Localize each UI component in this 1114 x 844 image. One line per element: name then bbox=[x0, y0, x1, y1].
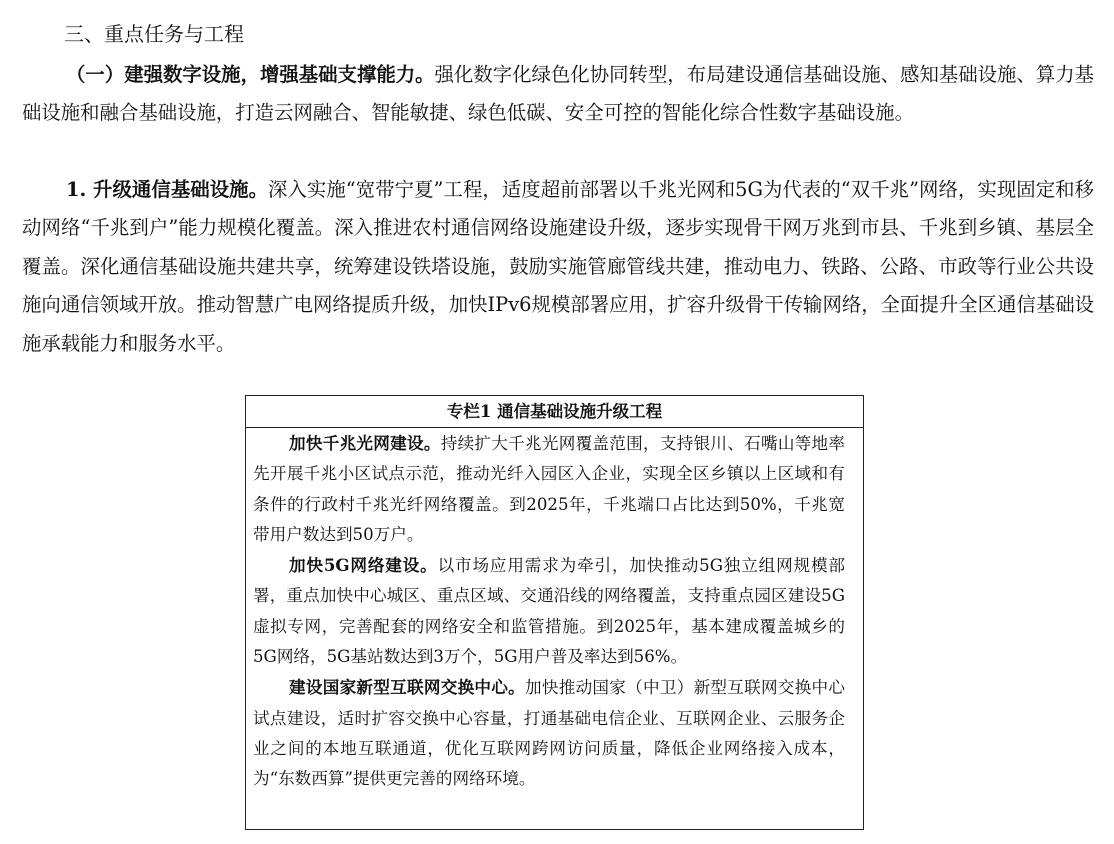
box-item-lead: 建设国家新型互联网交换中心。 bbox=[289, 677, 525, 698]
paragraph-digital-facilities bbox=[22, 56, 1094, 133]
box-item-5g-network bbox=[253, 550, 845, 672]
column-box-body bbox=[246, 428, 863, 795]
column-box bbox=[245, 395, 864, 830]
paragraph-lead: 1. 升级通信基础设施。 bbox=[66, 178, 269, 201]
column-box-title: 专栏1 通信基础设施升级工程 bbox=[246, 396, 863, 428]
box-item-gigabit-fiber bbox=[253, 428, 845, 550]
box-item-lead: 加快5G网络建设。 bbox=[289, 555, 438, 576]
paragraph-telecom-upgrade bbox=[22, 171, 1094, 363]
paragraph-body: 深入实施“宽带宁夏”工程，适度超前部署以千兆光网和5G为代表的“双千兆”网络，实现固定和移动网络“千兆到户”能力规模化覆盖。深入推进农村通信网络设施建设升级，逐步实现骨干网万兆到市县、千兆到乡镇、基层全覆盖。深化通信基础设施共建共享，统筹建设铁塔设施，鼓励实施管廊管线共建，推动电力、铁路、公路、市政等行业公共设施向通信领域开放。推动智慧广电网络提质升级，加快IPv6规模部署应用，扩容升级骨干传输网络，全面提升全区通信基础设施承载能力和服务水平。 bbox=[22, 178, 1094, 355]
section-title: 三、重点任务与工程 bbox=[64, 22, 244, 46]
paragraph-lead: （一）建强数字设施，增强基础支撑能力。 bbox=[66, 63, 435, 86]
box-item-body: 以市场应用需求为牵引，加快推动5G独立组网规模部署，重点加快中心城区、重点区域、交通沿线的网络覆盖，支持重点园区建设5G虚拟专网，完善配套的网络安全和监管措施。到2025年，基本建成覆盖城乡的5G网络，5G基站数达到3万个，5G用户普及率达到56%。 bbox=[253, 556, 846, 667]
paragraph-body: 强化数字化绿色化协同转型，布局建设通信基础设施、感知基础设施、算力基础设施和融合基础设施，打造云网融合、智能敏捷、绿色低碳、安全可控的智能化综合性数字基础设施。 bbox=[22, 63, 1094, 125]
box-item-body: 持续扩大千兆光网覆盖范围，支持银川、石嘴山等地率先开展千兆小区试点示范，推动光纤入园区入企业，实现全区乡镇以上区域和有条件的行政村千兆光纤网络覆盖。到2025年，千兆端口占比达到50%，千兆宽带用户数达到50万户。 bbox=[253, 434, 846, 544]
box-item-lead: 加快千兆光网建设。 bbox=[289, 433, 441, 453]
box-item-internet-exchange bbox=[253, 672, 845, 794]
box-item-body: 加快推动国家（中卫）新型互联网交换中心试点建设，适时扩容交换中心容量，打通基础电信企业、互联网企业、云服务企业之间的本地互联通道，优化互联网跨网访问质量，降低企业网络接入成本，为“东数西算”提供更完善的网络环境。 bbox=[253, 678, 846, 789]
